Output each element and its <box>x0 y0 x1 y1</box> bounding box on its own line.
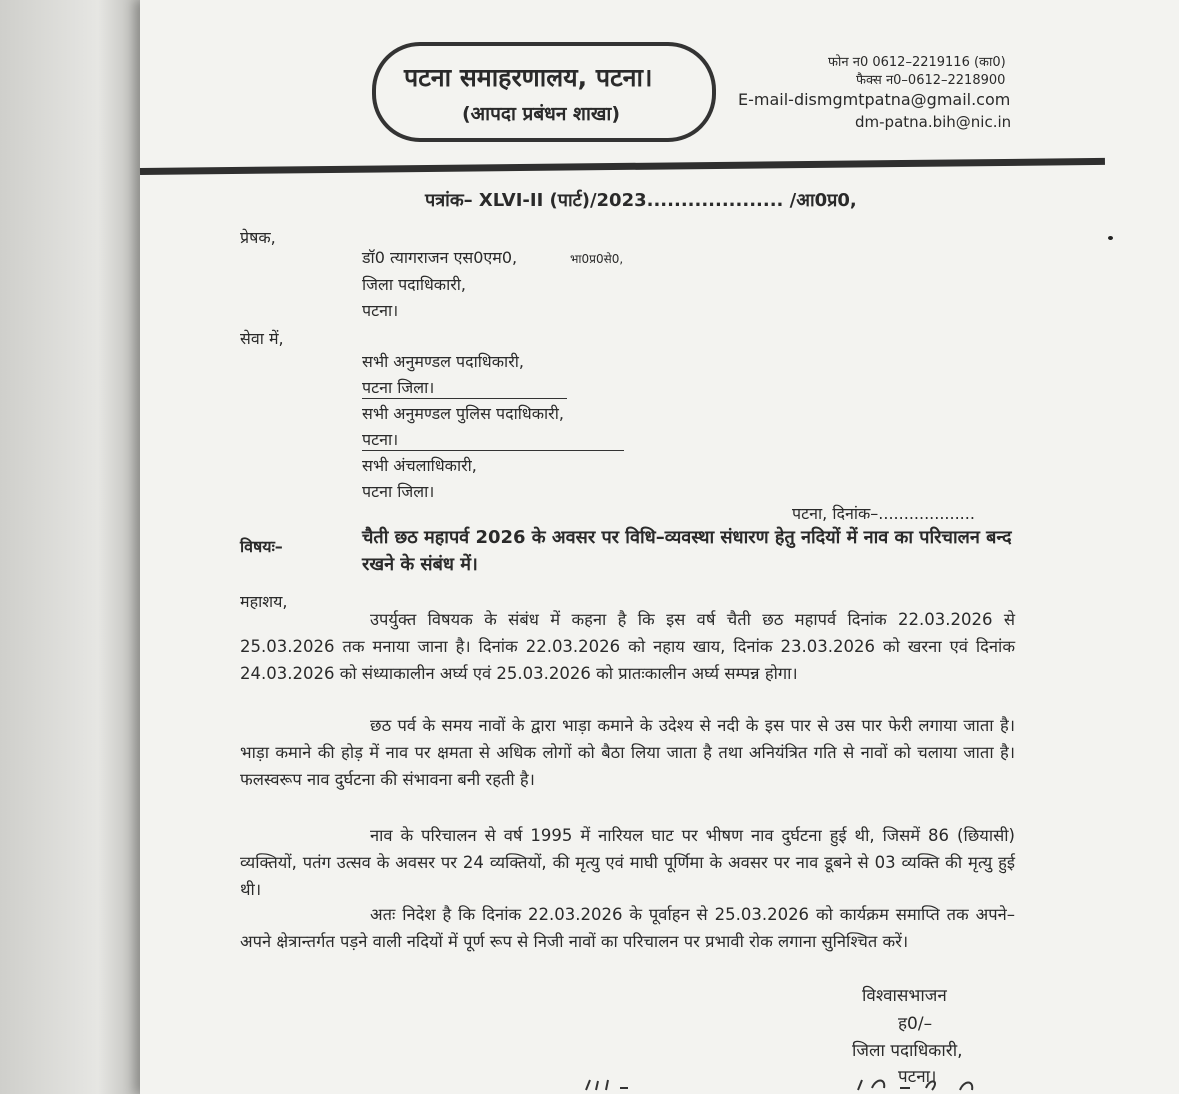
fax-number: फैक्स न0–0612–2218900 <box>856 73 1006 88</box>
scan-speck <box>1108 236 1113 240</box>
sender-name: डॉ0 त्यागराजन एस0एम0, <box>362 248 518 267</box>
closing-regards: विश्वासभाजन <box>862 986 947 1006</box>
salutation: महाशय, <box>240 592 288 611</box>
subject-text: चैती छठ महापर्व 2026 के अवसर पर विधि–व्यवस्था संधारण हेतु नदियों में नाव का परिचालन बन्द रखने के संबंध में। <box>362 527 1012 575</box>
recipient-line: पटना। <box>362 428 624 451</box>
phone-number: फोन न0 0612–2219116 (का0) <box>828 55 1006 70</box>
nic-email: dm-patna.bih@nic.in <box>855 113 1012 131</box>
subject-label: विषयः– <box>240 537 283 556</box>
recipient-line: पटना जिला। <box>362 376 567 399</box>
recipient-label: सेवा में, <box>240 329 284 348</box>
office-title: पटना समाहरणालय, पटना। <box>404 63 653 92</box>
recipient-line: सभी अंचलाधिकारी, <box>362 456 477 475</box>
recipient-line: सभी अनुमण्डल पदाधिकारी, <box>362 352 524 371</box>
recipient-line: पटना जिला। <box>362 482 435 501</box>
sender-city: पटना। <box>362 301 399 320</box>
handwritten-scribble <box>580 1076 1040 1094</box>
date-line: पटना, दिनांक–................... <box>792 504 975 523</box>
letter-reference-number: पत्रांक– XLVI-II (पार्ट)/2023.................... /आ0प्र0, <box>425 190 857 211</box>
signature-mark: ह0/– <box>898 1014 933 1034</box>
scanner-edge <box>0 0 140 1094</box>
recipient-line: सभी अनुमण्डल पुलिस पदाधिकारी, <box>362 404 564 423</box>
closing-designation: जिला पदाधिकारी, <box>852 1041 963 1061</box>
email-address: E-mail-dismgmtpatna@gmail.com <box>738 90 1011 109</box>
sender-service: भा0प्र0से0, <box>570 252 624 266</box>
sender-designation: जिला पदाधिकारी, <box>362 275 467 294</box>
office-subtitle: (आपदा प्रबंधन शाखा) <box>462 103 621 125</box>
sender-label: प्रेषक, <box>240 228 276 247</box>
closing-city: पटना। <box>898 1067 937 1087</box>
body-paragraph: उपर्युक्त विषयक के संबंध में कहना है कि इस वर्ष चैती छठ महापर्व दिनांक 22.03.2026 से 25.03.2026 तक मनाया जाना है। दिनांक 22.03.2026 को नहाय खाय, दिनांक 23.03.2026 को खरना एवं दिनांक 24.03.2026 को संध्याकालीन अर्घ्य एवं 25.03.2026 को प्रातःकालीन अर्घ्य सम्पन्न होगा। <box>240 610 1015 683</box>
body-paragraph: छठ पर्व के समय नावों के द्वारा भाड़ा कमाने के उदेश्य से नदी के इस पार से उस पार फेरी लगाया जाता है। भाड़ा कमाने की होड़ में नाव पर क्षमता से अधिक लोगों को बैठा लिया जाता है तथा अनियंत्रित गति से नावों को चलाया जाता है। फलस्वरूप नाव दुर्घटना की संभावना बनी रहती है। <box>240 716 1015 789</box>
body-paragraph: नाव के परिचालन से वर्ष 1995 में नारियल घाट पर भीषण नाव दुर्घटना हुई थी, जिसमें 86 (छियासी) व्यक्तियों, पतंग उत्सव के अवसर पर 24 व्यक्तियों, की मृत्यु एवं माघी पूर्णिमा के अवसर पर नाव डूबने से 03 व्यक्ति की मृत्यु हुई थी। <box>240 826 1015 899</box>
body-paragraph: अतः निदेश है कि दिनांक 22.03.2026 के पूर्वाहन से 25.03.2026 को कार्यक्रम समाप्ति तक अपने–अपने क्षेत्रान्तर्गत पड़ने वाली नदियों में पूर्ण रूप से निजी नावों का परिचालन पर प्रभावी रोक लगाना सुनिश्चित करें। <box>240 905 1015 951</box>
